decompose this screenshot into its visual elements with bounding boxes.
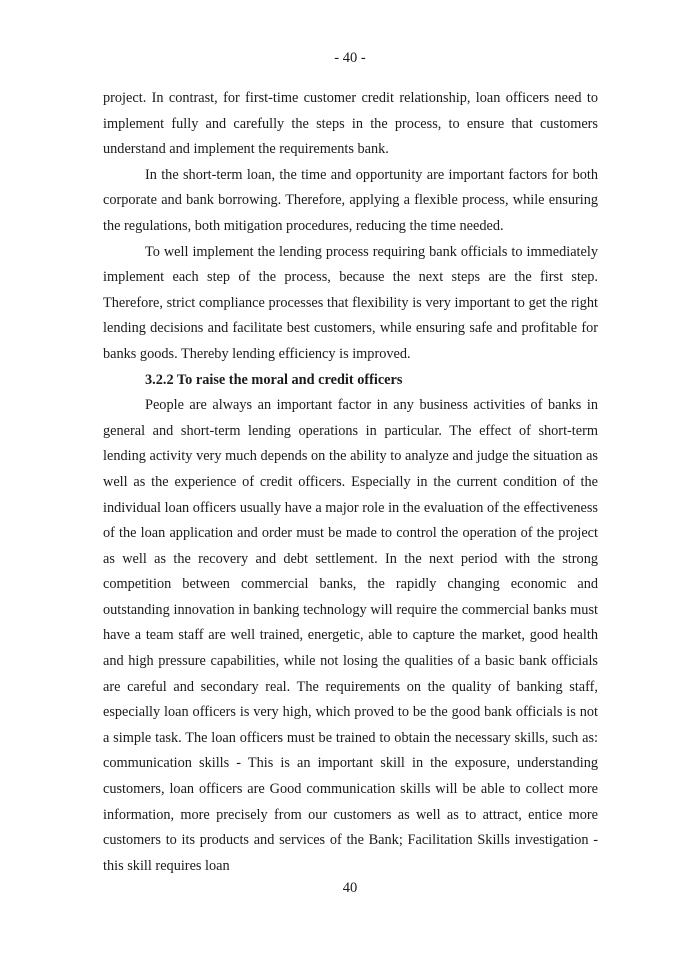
- paragraph-continuation: project. In contrast, for first-time customer credit relationship, loan officers need to implement fully and carefully the steps in the process, to ensure that customers understand and implement the requirements bank.: [103, 90, 598, 158]
- paragraph-credit-officers: People are always an important factor in any business activities of banks in general and short-term lending operations in particular. The effect of short-term lending activity very much depends on the ability to analyze and judge the situation as well as the experience of credit officers. Especially in the current condition of the individual loan officers usually have a major role in the evaluation of the effectiveness of the loan application and order must be made to control the operation of the project as well as the recovery and debt settlement. In the next period with the strong competition between commercial banks, the rapidly changing economic and outstanding innovation in banking technology will require the commercial banks must have a team staff are well trained, energetic, able to capture the market, good health and high pressure capabilities, while not losing the qualities of a basic bank officials are careful and secondary real. The requirements on the quality of banking staff, especially loan officers is very high, which proved to be the good bank officials is not a simple task. The loan officers must be trained to obtain the necessary skills, such as: communication skills - This is an important skill in the exposure, understanding customers, loan officers are Good communication skills will be able to collect more information, more precisely from our customers as well as to attract, entice more customers to its products and services of the Bank; Facilitation Skills investigation - this skill requires loan: [103, 397, 598, 874]
- paragraph-lending-process: To well implement the lending process requiring bank officials to immediately implement each step of the process, because the next steps are the first step. Therefore, strict compliance processes that flexibility is very important to get the right lending decisions and facilitate best customers, while ensuring safe and profitable for banks goods. Thereby lending efficiency is improved.: [103, 243, 598, 362]
- page-footer-number: 40: [342, 880, 358, 896]
- page-header-number: - 40 -: [334, 50, 366, 66]
- section-heading: 3.2.2 To raise the moral and credit officers: [145, 371, 403, 388]
- paragraph-short-term-loan: In the short-term loan, the time and opportunity are important factors for both corporate and bank borrowing. Therefore, applying a flexible process, while ensuring the regulations, both mitigation procedures, reducing the time needed.: [103, 166, 598, 234]
- document-body: [103, 86, 598, 879]
